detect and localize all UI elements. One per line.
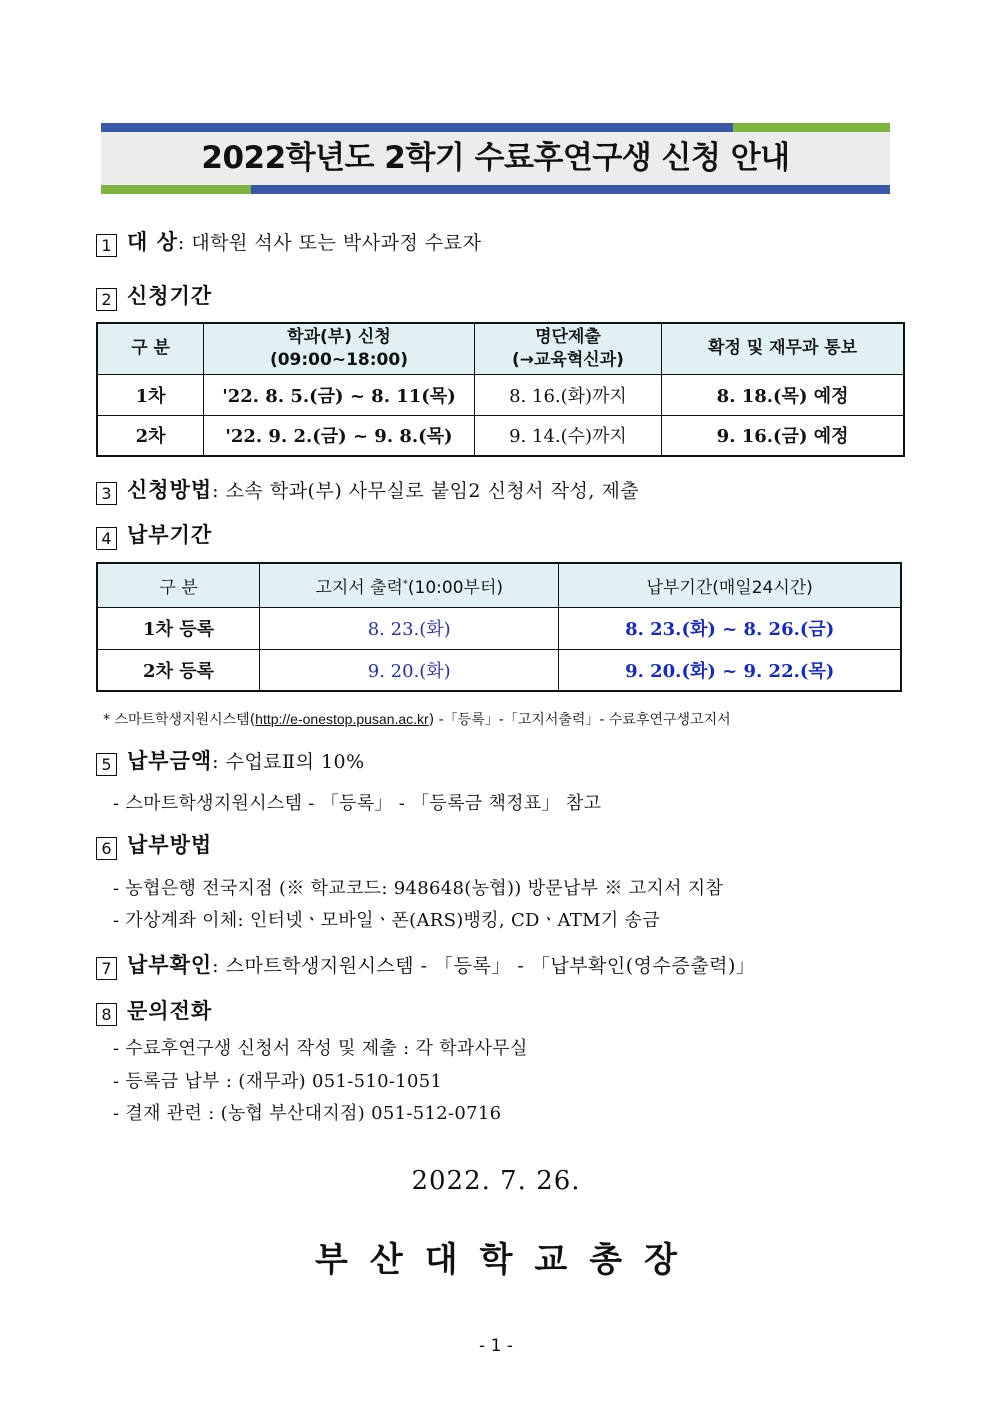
header-payment-period: 납부기간(매일24시간) [559, 563, 901, 607]
page-title: 2022학년도 2학기 수료후연구생 신청 안내 [201, 140, 790, 176]
header-dept-application [204, 323, 475, 374]
page-number: - 1 - [479, 1336, 513, 1356]
section-payment-confirmation [96, 952, 755, 980]
header-list-submission [474, 323, 661, 374]
table-cell: '22. 9. 2.(금) ~ 9. 8.(목) [204, 415, 475, 456]
list-item: - 등록금 납부 : (재무과) 051-510-1051 [113, 1071, 443, 1092]
list-item: - 스마트학생지원시스템 - 「등록」 - 「등록금 책정표」 참고 [113, 793, 602, 814]
header-category: 구 분 [97, 563, 260, 607]
header-list-submission-line2: (→교육혁신과) [512, 349, 624, 370]
table-cell: 2차 [97, 415, 204, 456]
section-title: 납부기간 [127, 523, 213, 547]
list-item: - 가상계좌 이체: 인터넷ㆍ모바일ㆍ폰(ARS)뱅킹, CDㆍATM기 송금 [113, 910, 660, 931]
section-title: 납부금액 [127, 749, 213, 773]
section-payment-period [96, 522, 212, 550]
section-number: 4 [96, 527, 117, 550]
section-title: 대 상 [127, 230, 178, 254]
table-cell: 1차 [97, 374, 204, 415]
section-number: 8 [96, 1003, 117, 1026]
section-contact [96, 998, 212, 1026]
table-cell: 1차 등록 [97, 607, 260, 649]
footnote-suffix: ) -「등록」-「고지서출력」- 수료후연구생고지서 [428, 712, 731, 728]
document-date: 2022. 7. 26. [411, 1166, 581, 1196]
table-cell: 9. 20.(화) [260, 649, 559, 691]
table-cell: 9. 20.(화) ~ 9. 22.(목) [559, 649, 901, 691]
section-payment-amount [96, 748, 365, 776]
section-number: 2 [96, 288, 117, 311]
section-payment-method [96, 832, 212, 860]
header-list-submission-line1: 명단제출 [535, 326, 601, 347]
table-cell: 8. 23.(화) ~ 8. 26.(금) [559, 607, 901, 649]
section-title: 납부방법 [127, 833, 213, 857]
section-description: : 스마트학생지원시스템 - 「등록」 - 「납부확인(영수증출력)」 [212, 955, 756, 977]
header-bill-print-label: 고지서 출력 [315, 577, 403, 598]
header-category: 구 분 [97, 323, 204, 374]
section-title: 납부확인 [127, 953, 213, 977]
section-title: 문의전화 [127, 999, 213, 1023]
header-dept-application-line1: 학과(부) 신청 [287, 326, 391, 347]
section-description: : 수업료Ⅱ의 10% [212, 751, 365, 773]
footnote-mark: * [402, 578, 408, 590]
table-cell: 2차 등록 [97, 649, 260, 691]
table-header-row [97, 323, 904, 374]
table-cell: 8. 18.(목) 예정 [662, 374, 904, 415]
section-number: 6 [96, 837, 117, 860]
banner-bar-bottom-green [101, 185, 251, 194]
section-number: 3 [96, 482, 117, 505]
table-header-row [97, 563, 901, 607]
section-description: : 소속 학과(부) 사무실로 붙임2 신청서 작성, 제출 [212, 480, 640, 502]
payment-period-table [96, 562, 902, 692]
table-row [97, 607, 901, 649]
header-bill-print-time: (10:00부터) [407, 577, 504, 598]
section-target [96, 229, 481, 257]
table-row [97, 374, 904, 415]
header-dept-application-line2: (09:00~18:00) [269, 349, 408, 370]
footnote [103, 709, 731, 729]
signer: 부산대학교총장 [315, 1240, 699, 1280]
list-item: - 수료후연구생 신청서 작성 및 제출 : 각 학과사무실 [113, 1038, 528, 1059]
header-bill-print [260, 563, 559, 607]
list-item: - 결재 관련 : (농협 부산대지점) 051-512-0716 [113, 1103, 502, 1124]
section-title: 신청방법 [127, 478, 213, 502]
section-description: : 대학원 석사 또는 박사과정 수료자 [177, 232, 482, 254]
section-application-method [96, 477, 639, 505]
section-number: 7 [96, 957, 117, 980]
table-row [97, 415, 904, 456]
footnote-prefix: * 스마트학생지원시스템( [103, 712, 256, 728]
table-row [97, 649, 901, 691]
e-onestop-link[interactable]: http://e-onestop.pusan.ac.kr [255, 711, 429, 727]
section-title: 신청기간 [127, 284, 213, 308]
table-cell: 8. 23.(화) [260, 607, 559, 649]
header-confirmation: 확정 및 재무과 통보 [662, 323, 904, 374]
application-period-table [96, 322, 905, 457]
list-item: - 농협은행 전국지점 (※ 학교코드: 948648(농협)) 방문납부 ※ 고지서 지참 [113, 878, 724, 899]
banner-bar-top-green [733, 123, 890, 132]
section-number: 5 [96, 753, 117, 776]
section-application-period [96, 283, 212, 311]
banner-bar-top-blue [101, 123, 733, 132]
table-cell: 9. 14.(수)까지 [474, 415, 661, 456]
table-cell: '22. 8. 5.(금) ~ 8. 11(목) [204, 374, 475, 415]
banner-bar-bottom-blue [251, 185, 890, 194]
table-cell: 8. 16.(화)까지 [474, 374, 661, 415]
section-number: 1 [96, 234, 117, 257]
table-cell: 9. 16.(금) 예정 [662, 415, 904, 456]
title-banner [101, 123, 890, 194]
